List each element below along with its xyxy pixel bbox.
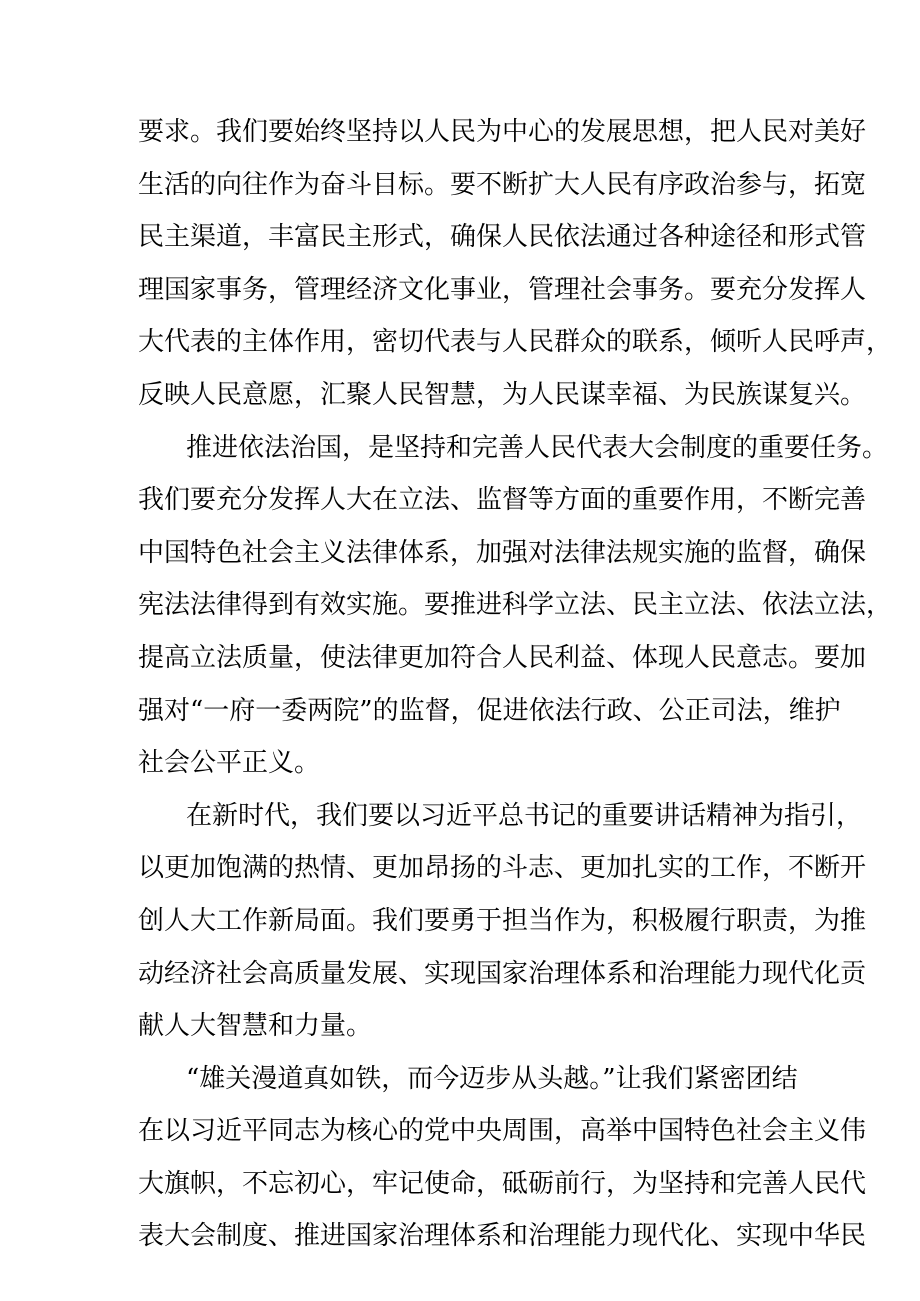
- paragraph-1: [138, 106, 893, 422]
- text-line: 大旗帜，不忘初心，牢记使命，砥砺前行，为坚持和完善人民代: [138, 1168, 867, 1199]
- text-line: 社会公平正义。: [138, 748, 321, 779]
- text-line: 强对“一府一委两院”的监督，促进依法行政、公正司法，维护: [138, 695, 841, 726]
- paragraph-2: [138, 422, 893, 790]
- text-line: 在新时代，我们要以习近平总书记的重要讲话精神为指引，: [186, 800, 863, 831]
- text-line: 中国特色社会主义法律体系，加强对法律法规实施的监督，确保: [138, 537, 867, 568]
- text-line: 创人大工作新局面。我们要勇于担当作为，积极履行职责，为推: [138, 905, 867, 936]
- text-line: 生活的向往作为奋斗目标。要不断扩大人民有序政治参与，拓宽: [138, 169, 867, 200]
- text-line: 要求。我们要始终坚持以人民为中心的发展思想，把人民对美好: [138, 117, 867, 147]
- text-line: 提高立法质量，使法律更加符合人民利益、体现人民意志。要加: [138, 642, 867, 673]
- text-line: 在以习近平同志为核心的党中央周围，高举中国特色社会主义伟: [138, 1116, 867, 1147]
- text-line: 以更加饱满的热情、更加昂扬的斗志、更加扎实的工作，不断开: [138, 853, 867, 884]
- document-body: [138, 106, 893, 1263]
- text-line: 宪法法律得到有效实施。要推进科学立法、民主立法、依法立法，: [138, 590, 893, 621]
- text-line: 理国家事务，管理经济文化事业，管理社会事务。要充分发挥人: [138, 274, 867, 305]
- text-line: 表大会制度、推进国家治理体系和治理能力现代化、实现中华民: [138, 1221, 867, 1252]
- text-line: 反映人民意愿，汇聚人民智慧，为人民谋幸福、为民族谋复兴。: [138, 379, 867, 410]
- text-line: 献人大智慧和力量。: [138, 1011, 373, 1042]
- text-line: 我们要充分发挥人大在立法、监督等方面的重要作用，不断完善: [138, 485, 867, 516]
- paragraph-3: [138, 790, 867, 1053]
- text-line: 民主渠道，丰富民主形式，确保人民依法通过各种途径和形式管: [138, 222, 867, 253]
- paragraph-4: [138, 1053, 867, 1263]
- text-line: “雄关漫道真如铁，而今迈步从头越。”让我们紧密团结: [186, 1063, 798, 1094]
- text-line: 大代表的主体作用，密切代表与人民群众的联系，倾听人民呼声，: [138, 327, 893, 358]
- text-line: 动经济社会高质量发展、实现国家治理体系和治理能力现代化贡: [138, 958, 867, 989]
- text-line: 推进依法治国，是坚持和完善人民代表大会制度的重要任务。: [186, 432, 889, 463]
